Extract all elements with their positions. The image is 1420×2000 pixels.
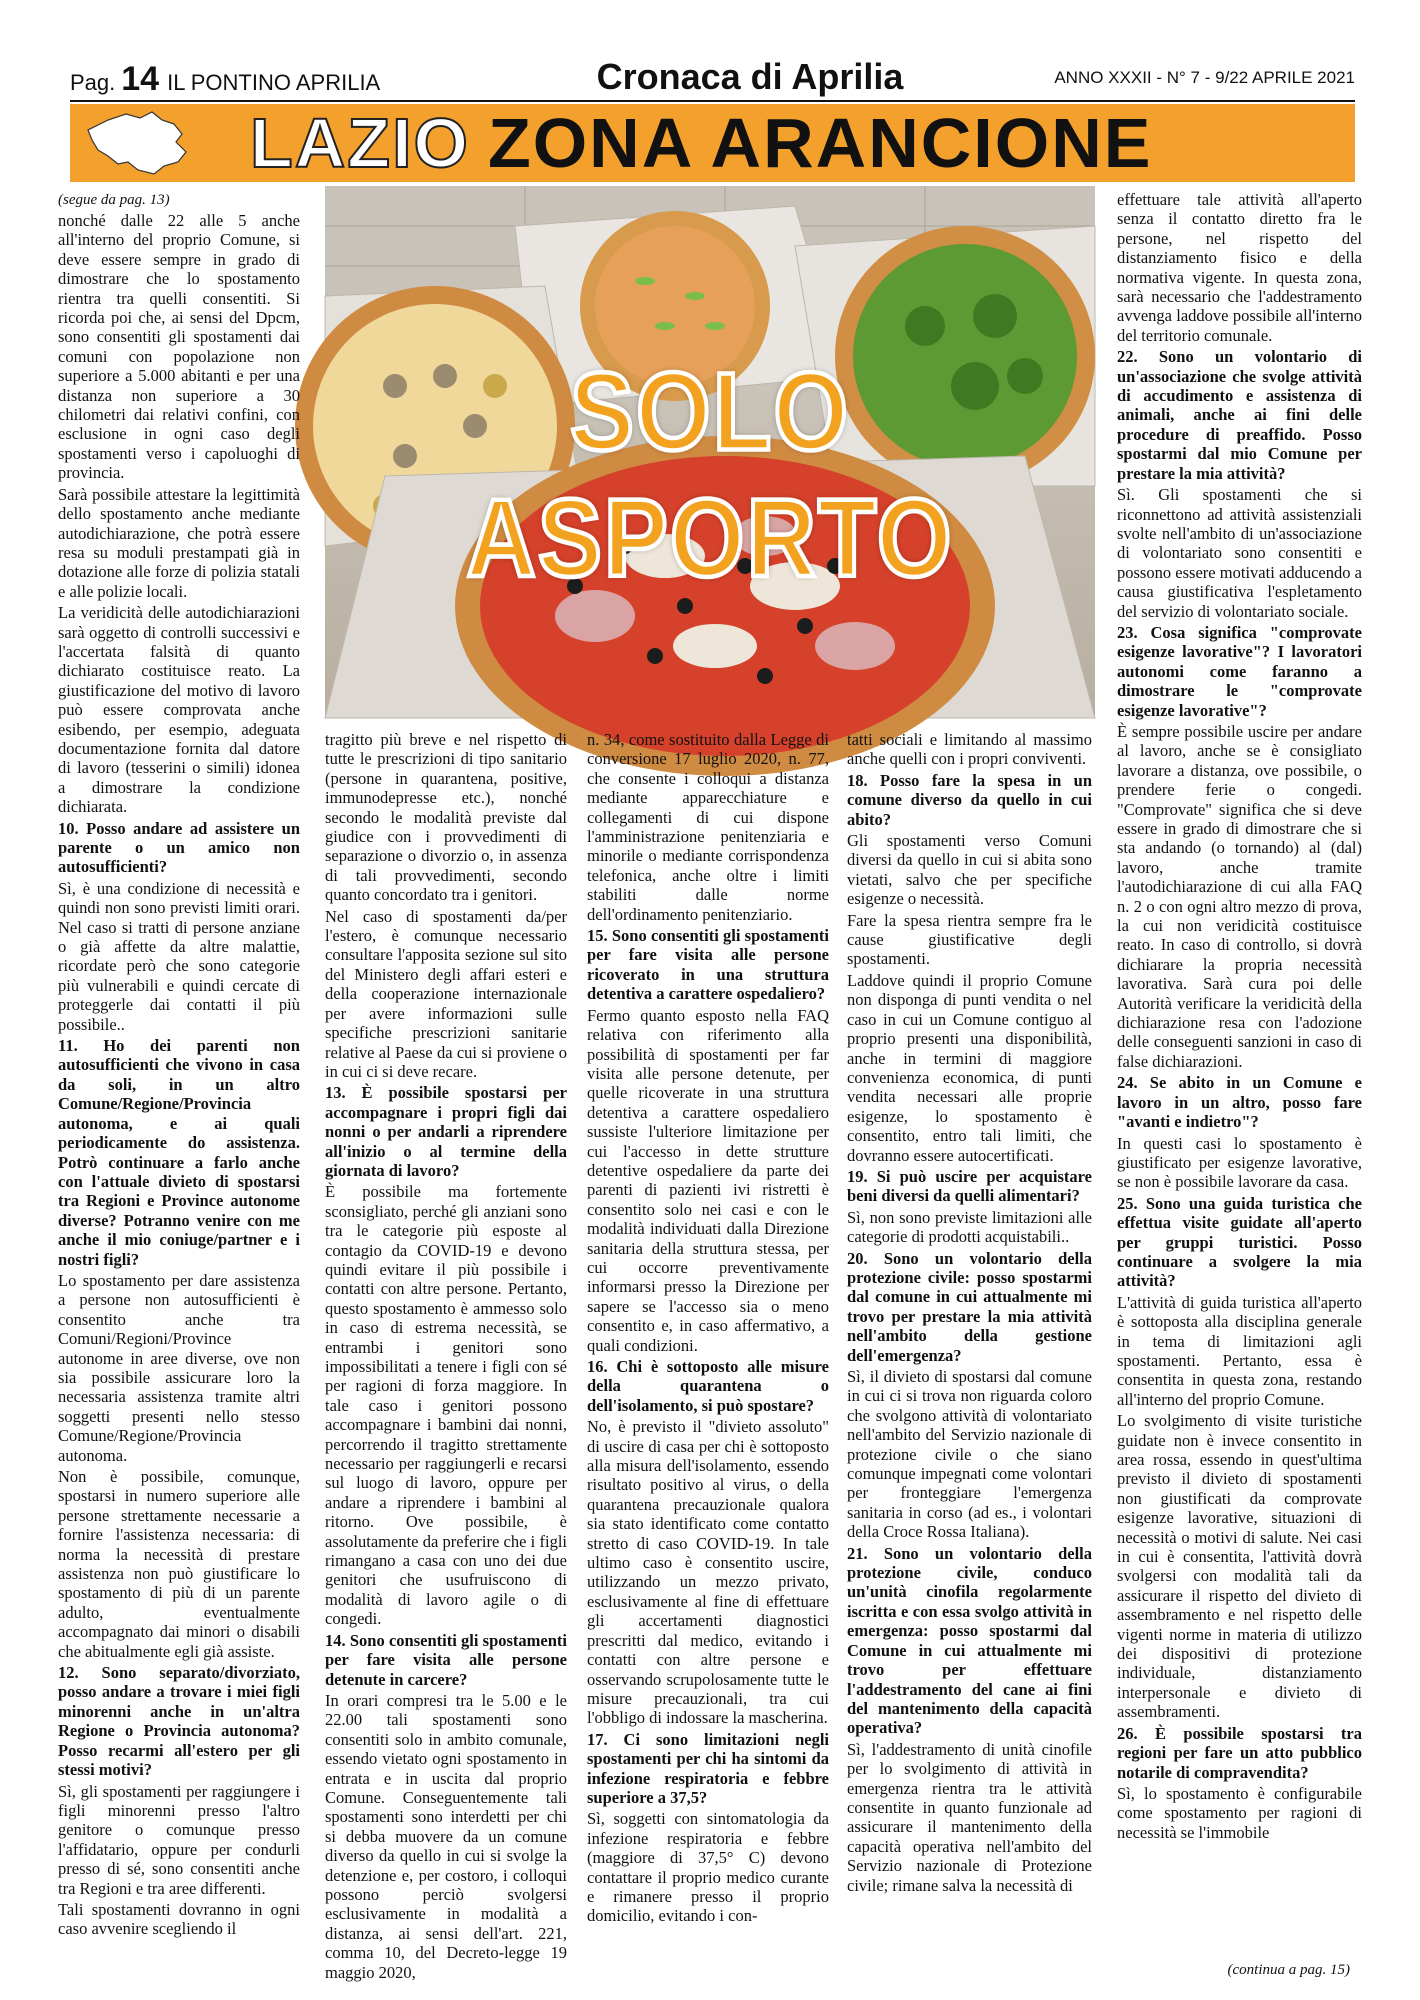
faq-question: 25. Sono una guida turistica che effettua visite guidate all'aperto per gruppi turistici. Posso continuare a svolgere la mia attività? xyxy=(1117,1193,1362,1291)
text-column-2 xyxy=(325,730,567,1982)
headline-word-zona: ZONA ARANCIONE xyxy=(487,104,1153,182)
faq-question: 19. Si può uscire per acquistare beni diversi da quelli alimentari? xyxy=(847,1166,1092,1206)
body-paragraph: Lo spostamento per dare assistenza a persone non autosufficienti è consentito anche tra Comuni/Regioni/Province autonome in aree diverse, ove non sia possibile assicurare loro la necessaria assistenza tramite altri soggetti presenti nello stesso Comune/Regione/Provincia autonoma. xyxy=(58,1270,300,1465)
faq-question: 13. È possibile spostarsi per accompagnare i propri figli dai nonni o per andarli a riprendere all'inizio o al termine della giornata di lavoro? xyxy=(325,1083,567,1180)
headline xyxy=(250,104,1152,182)
photo-overlay-title: SOLO ASPORTO xyxy=(466,350,954,601)
body-paragraph: L'attività di guida turistica all'aperto è sottoposta alla disciplina generale in tema di limitazioni agli spostamenti. Pertanto, essa è consentita in questa zona, restando all'interno del proprio Comune. xyxy=(1117,1292,1362,1409)
pag-label: Pag. xyxy=(70,70,116,95)
text-column-4 xyxy=(847,730,1092,1960)
issue-info: ANNO XXXII - N° 7 - 9/22 APRILE 2021 xyxy=(1054,68,1355,87)
body-paragraph: Lo svolgimento di visite turistiche guidate non è invece consentito in area rossa, essendo in quest'ultima previsto il divieto di spostamenti non giustificati da comprovate esigenze lavorative, situazioni di necessità o motivi di salute. Nei casi in cui è consentita, l'attività dovrà svolgersi con modalità tali da assicurare il rispetto del divieto di assembramento e nel rispetto delle vigenti norme in materia di utilizzo dei dispositivi di protezione individuale, distanziamento interpersonale e divieto di assembramenti. xyxy=(1117,1411,1362,1722)
page-label-group xyxy=(70,60,380,99)
body-paragraph: Laddove quindi il proprio Comune non disponga di punti vendita o nel caso in cui un Comune contiguo al proprio presenti una disponibilità, anche in termini di maggiore convenienza economica, di punti vendita necessari alle proprie esigenze, lo spostamento è consentito, entro tali limiti, che dovranno essere autocertificati. xyxy=(847,970,1092,1165)
body-paragraph: La veridicità delle autodichiarazioni sarà oggetto di controlli successivi e l'accertata falsità di quanto dichiarato costituisce reato. La giustificazione del motivo di lavoro può essere comprovata anche esibendo, per esempio, adeguata documentazione fornita dal datore di lavoro (tesserini o simili) idonea a dimostrare la condizione dichiarata. xyxy=(58,603,300,817)
body-paragraph: In questi casi lo spostamento è giustificato per esigenze lavorative, se non è possibile lavorare da casa. xyxy=(1117,1133,1362,1192)
faq-question: 20. Sono un volontario della protezione civile: posso spostarmi dal comune in cui attualmente mi trovo per prestare la mia attività nell'ambito della gestione dell'emergenza? xyxy=(847,1248,1092,1365)
pizza-photo xyxy=(325,186,1095,718)
page-header xyxy=(70,56,1355,98)
body-paragraph: Sì, l'addestramento di unità cinofile per lo svolgimento di attività in emergenza rientra tra le attività consentite in quanto funzionale ad assicurare il mantenimento della capacità operativa nell'ambito del Servizio nazionale di Protezione civile; rimane salva la necessità di xyxy=(847,1739,1092,1895)
body-paragraph: Sarà possibile attestare la legittimità dello spostamento anche mediante autodichiarazione, che potrà essere resa su moduli prestampati già in dotazione alle forze di polizia statali e alle polizie locali. xyxy=(58,484,300,601)
body-paragraph: Sì, è una condizione di necessità e quindi non sono previsti limiti orari. Nel caso si tratti di persone anziane o già affette da altre malattie, ricordate però che sono categorie più vulnerabili e quindi cercate di proteggerle dai contatti il più possibile.. xyxy=(58,878,300,1034)
faq-question: 24. Se abito in un Comune e lavoro in un altro, posso fare "avanti e indietro"? xyxy=(1117,1073,1362,1132)
body-paragraph: È possibile ma fortemente sconsigliato, perché gli anziani sono tra le categorie più esposte al contagio da COVID-19 e devono quindi evitare il più possibile i contatti con altre persone. Pertanto, questo spostamento è ammesso solo in caso di estrema necessità, se entrambi i genitori sono impossibilitati a tenere i figli con sé per ragioni di forza maggiore. In tale caso i genitori possono accompagnare i bambini dai nonni, percorrendo il tragitto strettamente necessario per raggiungerli e recarsi sul luogo di lavoro, oppure per andare a riprendere i bambini al ritorno. Ove possibile, è assolutamente da preferire che i figli rimangano a casa con uno dei due genitori che usufruiscono di modalità di lavoro agile o di congedi. xyxy=(325,1182,567,1629)
body-paragraph: Fermo quanto esposto nella FAQ relativa con riferimento alla possibilità di spostamenti per far visita alle persone detenute, per quelle ricoverate in una struttura detentiva a carattere ospedaliero sussiste l'ulteriore limitazione per cui l'accesso in dette strutture detentive ospedaliere da parte dei parenti di pazienti ivi ristretti è consentito solo nei casi e con le modalità individuati dalla Direzione sanitaria della struttura stessa, per cui occorre preventivamente informarsi presso la Direzione per sapere se l'accesso sia o meno consentito e, in caso affermativo, a quali condizioni. xyxy=(587,1005,829,1355)
faq-question: 17. Ci sono limitazioni negli spostamenti per chi ha sintomi da infezione respiratoria e febbre superiore a 37,5? xyxy=(587,1729,829,1807)
faq-question: 26. È possibile spostarsi tra regioni per fare un atto pubblico notarile di compravendita? xyxy=(1117,1723,1362,1782)
section-title: Cronaca di Aprilia xyxy=(596,56,904,97)
body-paragraph: Sì, non sono previste limitazioni alle categorie di prodotti acquistabili.. xyxy=(847,1207,1092,1247)
headline-word-lazio: LAZIO xyxy=(250,104,470,182)
faq-question: 22. Sono un volontario di un'associazione che svolge attività di accudimento e assistenza di animali, anche ai fini delle procedure di preaffido. Posso spostarmi dal mio Comune per prestare la mia attività? xyxy=(1117,347,1362,483)
body-paragraph: Sì, gli spostamenti per raggiungere i figli minorenni presso l'altro genitore o comunque presso l'affidatario, oppure per condurli presso di sé, sono consentiti anche tra Regioni e tra aree differenti. xyxy=(58,1781,300,1898)
text-column-3 xyxy=(587,730,829,1960)
body-paragraph: Non è possibile, comunque, spostarsi in numero superiore alle persone strettamente necessarie a fornire l'assistenza necessaria: di norma la necessità di prestare assistenza non può giustificare lo spostamento di più di un parente adulto, eventualmente accompagnato dai minori o disabili che abitualmente egli già assiste. xyxy=(58,1467,300,1661)
body-paragraph: tragitto più breve e nel rispetto di tutte le prescrizioni di tipo sanitario (persone in quarantena, positive, immunodepresse etc.), nonché secondo le modalità previste dal giudice con i provvedimenti di separazione o divorzio o, in assenza di tali provvedimenti, secondo quanto concordato tra i genitori. xyxy=(325,730,567,905)
text-column-5 xyxy=(1117,190,1362,1960)
continued-from-note: (segue da pag. 13) xyxy=(58,192,170,208)
text-column-1 xyxy=(58,211,300,1956)
body-paragraph: effettuare tale attività all'aperto senza il contatto diretto fra le persone, nel rispetto del distanziamento fisico e della normativa vigente. In questa zona, sarà necessario che l'addestramento avvenga laddove possibile all'interno del territorio comunale. xyxy=(1117,190,1362,345)
faq-question: 11. Ho dei parenti non autosufficienti che vivono in casa da soli, in un altro Comune/Regione/Provincia autonoma, e ai quali periodicamente do assistenza. Potrò continuare a farlo anche con l'attuale divieto di spostarsi tra Regioni e Province autonome diverse? Potranno venire con me anche il mio coniuge/partner e i nostri figli? xyxy=(58,1036,300,1269)
body-paragraph: In orari compresi tra le 5.00 e le 22.00 tali spostamenti sono consentiti solo in ambito comunale, essendo vietato ogni spostamento in entrata e in uscita dal proprio Comune. Conseguentemente tali spostamenti sono interdetti per chi si debba muovere da un comune diverso da quello in cui si svolge la detenzione e, per costoro, i colloqui possono perciò svolgersi esclusivamente in modalità a distanza, ai sensi dell'art. 221, comma 10, del Decreto-legge 19 maggio 2020, xyxy=(325,1690,567,1982)
body-paragraph: No, è previsto il "divieto assoluto" di uscire di casa per chi è sottoposto alla misura dell'isolamento, essendo risultato positivo al virus, o della quarantena precauzionale qualora sia stato identificato come contatto stretto di caso COVID-19. In tale ultimo caso è consentito uscire, utilizzando un mezzo privato, esclusivamente al fine di effettuare gli accertamenti diagnostici prescritti dal medico, evitando i contatti con altre persone e osservando scrupolosamente tutte le misure precauzionali, tra cui l'obbligo di indossare la mascherina. xyxy=(587,1417,829,1728)
headline-banner xyxy=(70,104,1355,182)
body-paragraph: Sì. Gli spostamenti che si riconnettono ad attività assistenziali svolte nell'ambito di un'associazione di volontariato sono consentiti e possono essere motivati adducendo a causa giustificativa l'espletamento del servizio di volontariato sociale. xyxy=(1117,485,1362,621)
body-paragraph: Gli spostamenti verso Comuni diversi da quello in cui si abita sono vietati, salvo che per specifiche esigenze o necessità. xyxy=(847,831,1092,909)
faq-question: 15. Sono consentiti gli spostamenti per fare visita alle persone ricoverato in una struttura detentiva a carattere ospedaliero? xyxy=(587,926,829,1004)
faq-question: 16. Chi è sottoposto alle misure della quarantena o dell'isolamento, si può spostare? xyxy=(587,1357,829,1415)
faq-question: 23. Cosa significa "comprovate esigenze lavorative"? I lavoratori autonomi come faranno a dimostrare le "comprovate esigenze lavorative"? xyxy=(1117,622,1362,720)
faq-question: 12. Sono separato/divorziato, posso andare a trovare i miei figli minorenni anche in un'altra Regione o Provincia autonoma? Posso recarmi all'estero per gli stessi motivi? xyxy=(58,1663,300,1780)
faq-question: 10. Posso andare ad assistere un parente o un amico non autosufficienti? xyxy=(58,818,300,877)
body-paragraph: Sì, il divieto di spostarsi dal comune in cui ci si trova non riguarda coloro che svolgono attività di volontariato nell'ambito del Servizio nazionale di protezione civile o che siano comunque impegnati come volontari per fronteggiare l'emergenza sanitaria in corso (ad es., i volontari della Croce Rossa Italiana). xyxy=(847,1367,1092,1542)
body-paragraph: nonché dalle 22 alle 5 anche all'interno del proprio Comune, si deve essere sempre in grado di dimostrare che lo spostamento rientra tra quelli consentiti. Si ricorda poi che, ai sensi del Dpcm, sono consentiti gli spostamenti dai comuni con popolazione non superiore a 5.000 abitanti e per una distanza non superiore a 30 chilometri dai relativi confini, con esclusione in ogni caso degli spostamenti verso i capoluoghi di provincia. xyxy=(58,211,300,483)
body-paragraph: tatti sociali e limitando al massimo anche quelli con i propri conviventi. xyxy=(847,730,1092,769)
faq-question: 21. Sono un volontario della protezione civile, conduco un'unità cinofila regolarmente iscritta e con essa svolgo attività in emergenza: posso spostarmi dal Comune in cui attualmente mi trovo per effettuare l'addestramento del cane ai fini del mantenimento della capacità operativa? xyxy=(847,1543,1092,1738)
page-number: 14 xyxy=(121,60,160,98)
body-paragraph: Fare la spesa rientra sempre fra le cause giustificative degli spostamenti. xyxy=(847,910,1092,969)
body-paragraph: Sì, lo spostamento è configurabile come spostamento per ragioni di necessità se l'immobile xyxy=(1117,1783,1362,1842)
body-paragraph: È sempre possibile uscire per andare al lavoro, anche se è consigliato lavorare a distanza, ove possibile, o prendere ferie o congedi. "Comprovate" significa che si deve essere in grado di dimostrare che si sta andando (o tornando) al (dal) lavoro, anche tramite l'autodichiarazione di cui alla FAQ n. 2 o con ogni altro mezzo di prova, la cui non veridicità costituisce reato. In caso di controllo, si dovrà dichiarare la propria necessità lavorativa. Sarà cura poi delle Autorità verificare la veridicità della dichiarazione resa con l'adozione delle conseguenti sanzioni in caso di false dichiarazioni. xyxy=(1117,721,1362,1071)
body-paragraph: n. 34, come sostituito dalla Legge di conversione 17 luglio 2020, n. 77, che consente i colloqui a distanza mediante apparecchiature e collegamenti di cui dispone l'amministrazione penitenziaria e minorile o mediante corrispondenza telefonica, anche oltre i limiti stabiliti dalle norme dell'ordinamento penitenziario. xyxy=(587,730,829,924)
header-rule xyxy=(70,100,1355,102)
continued-on-note: (continua a pag. 15) xyxy=(1227,1962,1350,1978)
faq-question: 18. Posso fare la spesa in un comune diverso da quello in cui abito? xyxy=(847,770,1092,829)
lazio-map-icon xyxy=(78,108,198,178)
body-paragraph: Tali spostamenti dovranno in ogni caso avvenire scegliendo il xyxy=(58,1899,300,1939)
body-paragraph: Sì, soggetti con sintomatologia da infezione respiratoria e febbre (maggiore di 37,5° C) devono contattare il proprio medico curante e rimanere presso il proprio domicilio, evitando i con- xyxy=(587,1809,829,1926)
publication-name: IL PONTINO APRILIA xyxy=(167,70,381,95)
body-paragraph: Nel caso di spostamenti da/per l'estero, è comunque necessario consultare l'apposita sezione sul sito del Ministero degli affari esteri e della cooperazione internazionale per avere informazioni sulle specifiche prescrizioni sanitarie relative al Paese da cui si proviene o in cui ci si deve recare. xyxy=(325,906,567,1081)
faq-question: 14. Sono consentiti gli spostamenti per fare visita alle persone detenute in carcere? xyxy=(325,1630,567,1689)
